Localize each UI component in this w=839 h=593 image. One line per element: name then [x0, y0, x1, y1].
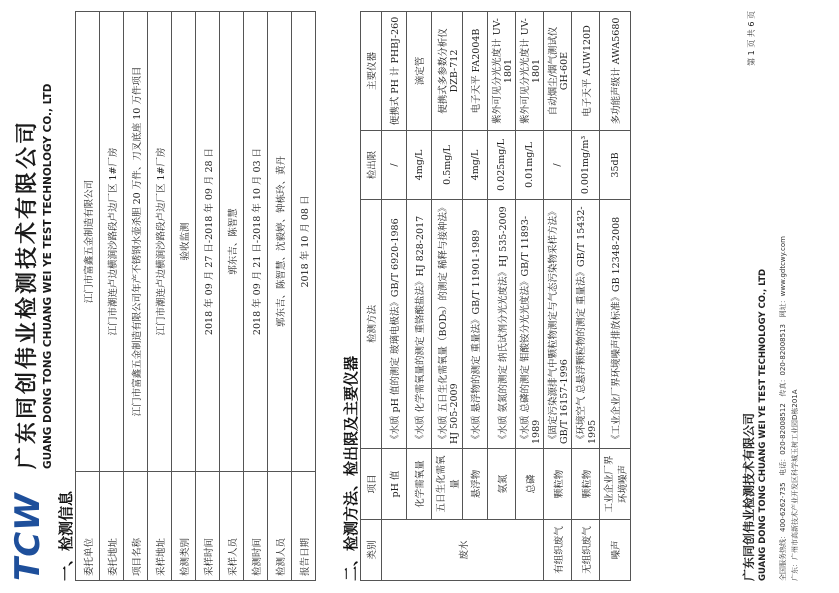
company-name-en: GUANG DONG TONG CHUANG WEI YE TEST TECHNOLOGY CO., LTD [42, 83, 54, 469]
method-item: 颗粒物 [572, 449, 600, 520]
method-item: 悬浮物 [463, 449, 488, 520]
header-item: 项目 [361, 449, 382, 520]
method-limit: 0.5mg/L [432, 131, 463, 200]
method-instrument: 自动烟尘/烟气测试仪 GH-60E [544, 12, 572, 131]
header-limit: 检出限 [361, 131, 382, 200]
footer-contact [778, 236, 788, 581]
method-category: 无组织废气 [572, 520, 600, 581]
info-label: 采样时间 [196, 472, 220, 581]
method-item: 五日生化需氧量 [432, 449, 463, 520]
section2-title: 二、检测方法、检出限及主要仪器 [342, 355, 360, 581]
info-row [268, 12, 292, 581]
info-label: 报告日期 [292, 472, 316, 581]
info-value: 2018 年 09 月 21 日-2018 年 10 月 03 日 [244, 12, 268, 472]
footer-phone: 电话：020-82008512 [779, 403, 787, 476]
method-row [516, 12, 544, 581]
method-instrument: 滴定管 [407, 12, 432, 131]
report-footer [740, 11, 830, 581]
footer-fax: 传真：020-82008513 [779, 324, 787, 397]
method-row [488, 12, 516, 581]
info-row [292, 12, 316, 581]
method-instrument: 紫外可见分光光度计 UV-1801 [516, 12, 544, 131]
info-row [148, 12, 172, 581]
method-row [432, 12, 463, 581]
methods-table [360, 11, 631, 581]
footer-website: 网址：www.gdtcwy.com [779, 236, 787, 318]
method-limit: 0.001mg/m³ [572, 131, 600, 200]
method-limit: 35dB [600, 131, 631, 200]
company-logo: TCW [8, 492, 48, 581]
method-method: 《水质 总磷的测定 钼酸铵分光光度法》GB/T 11893-1989 [516, 200, 544, 449]
method-method: 《固定污染源排气中颗粒物测定与气态污染物采样方法》GB/T 16157-1996 [544, 200, 572, 449]
info-label: 检测类别 [172, 472, 196, 581]
method-row [544, 12, 572, 581]
method-category: 有组织废气 [544, 520, 572, 581]
info-row [196, 12, 220, 581]
info-label: 委托地址 [100, 472, 124, 581]
method-limit: 4mg/L [463, 131, 488, 200]
method-category: 噪声 [600, 520, 631, 581]
header-method: 检测方法 [361, 200, 382, 449]
method-method: 《水质 化学需氧量的测定 重铬酸盐法》HJ 828-2017 [407, 200, 432, 449]
method-instrument: 多功能声级计 AWA5680 [600, 12, 631, 131]
method-item: 化学需氧量 [407, 449, 432, 520]
methods-table-header [361, 12, 382, 581]
info-value: 2018 年 09 月 27 日-2018 年 09 月 28 日 [196, 12, 220, 472]
footer-company-en: GUANG DONG TONG CHUANG WEI YE TEST TECHNOLOGY CO., LTD [758, 268, 768, 581]
info-label: 委托单位 [76, 472, 100, 581]
info-label: 采样地址 [148, 472, 172, 581]
info-label: 项目名称 [124, 472, 148, 581]
info-value: 江门市富鑫五金制造有限公司 [76, 12, 100, 472]
method-item: pH 值 [382, 449, 407, 520]
info-label: 检测时间 [244, 472, 268, 581]
info-row [220, 12, 244, 581]
info-row [244, 12, 268, 581]
header-category: 类别 [361, 520, 382, 581]
info-row [100, 12, 124, 581]
method-instrument: 电子天平 FA2004B [463, 12, 488, 131]
method-row [572, 12, 600, 581]
method-limit: 4mg/L [407, 131, 432, 200]
method-instrument: 电子天平 AUW120D [572, 12, 600, 131]
method-instrument: 便携式 PH 计 PHBJ-260 [382, 12, 407, 131]
info-row [172, 12, 196, 581]
method-limit: / [382, 131, 407, 200]
method-item: 工业企业厂界环境噪声 [600, 449, 631, 520]
detection-info-table [75, 11, 316, 581]
method-limit: 0.01mg/L [516, 131, 544, 200]
info-label: 采样人员 [220, 472, 244, 581]
info-value: 验收监测 [172, 12, 196, 472]
company-name-cn: 广东同创伟业检测技术有限公司 [15, 118, 40, 469]
method-method: 《工业企业厂界环境噪声排放标准》GB 12348-2008 [600, 200, 631, 449]
footer-address: 广东：广州市高新技术产业开发区科学城玉树工业园D栋201A [791, 389, 799, 581]
method-item: 总磷 [516, 449, 544, 520]
method-instrument: 便携式多参数分析仪 DZB-712 [432, 12, 463, 131]
page-number: 第 1 页 共 6 页 [747, 11, 756, 66]
footer-hotline: 全国服务热线：400-6262-735 [779, 482, 787, 581]
footer-company-cn: 广东同创伟业检测技术有限公司 [742, 412, 756, 581]
method-instrument: 紫外可见分光光度计 UV-1801 [488, 12, 516, 131]
method-row [600, 12, 631, 581]
info-value: 2018 年 10 月 08 日 [292, 12, 316, 472]
info-value: 郭东吉、陈智慧、沈毅婷、钟栋玲、黄丹 [268, 12, 292, 472]
method-item: 氨氮 [488, 449, 516, 520]
info-row [76, 12, 100, 581]
info-value: 江门市潮连卢边横涧沙路段卢边厂区 1#厂房 [148, 12, 172, 472]
info-label: 检测人员 [268, 472, 292, 581]
method-method: 《水质 pH 值的测定 玻璃电极法》GB/T 6920-1986 [382, 200, 407, 449]
info-value: 江门市富鑫五金制造有限公司年产不锈钢水壶杀胆 20 万件、刀叉底座 10 万件项目 [124, 12, 148, 472]
method-row [382, 12, 407, 581]
method-row [407, 12, 432, 581]
method-row [463, 12, 488, 581]
info-value: 郭东吉、陈智慧 [220, 12, 244, 472]
method-limit: / [544, 131, 572, 200]
method-item: 颗粒物 [544, 449, 572, 520]
info-row [124, 12, 148, 581]
method-method: 《水质 悬浮物的测定 重量法》GB/T 11901-1989 [463, 200, 488, 449]
header-instrument: 主要仪器 [361, 12, 382, 131]
method-method: 《环境空气 总悬浮颗粒物的测定 重量法》GB/T 15432-1995 [572, 200, 600, 449]
method-limit: 0.025mg/L [488, 131, 516, 200]
method-category: 废水 [382, 520, 544, 581]
info-value: 江门市潮连卢边横涧沙路段卢边厂区 1#厂房 [100, 12, 124, 472]
method-method: 《水质 五日生化需氧量（BOD₅）的测定 稀释与接种法》HJ 505-2009 [432, 200, 463, 449]
method-method: 《水质 氨氮的测定 纳氏试剂分光光度法》HJ 535-2009 [488, 200, 516, 449]
section1-title: 一、检测信息 [57, 490, 75, 581]
